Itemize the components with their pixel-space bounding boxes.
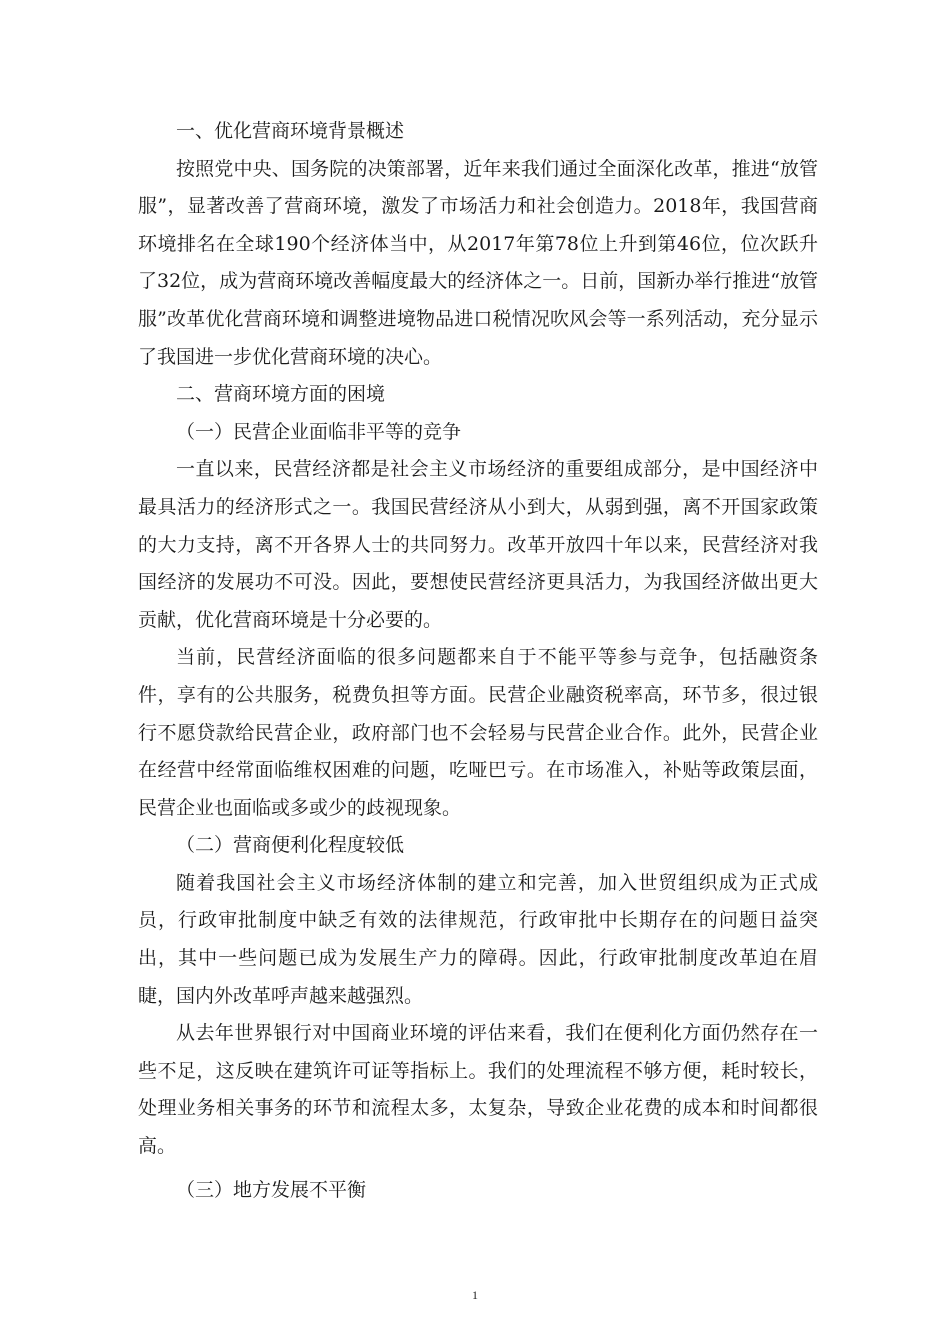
page-number: 1 bbox=[472, 1288, 478, 1302]
body-paragraph: 从去年世界银行对中国商业环境的评估来看，我们在便利化方面仍然存在一些不足，这反映在建筑许可证等指标上。我们的处理流程不够方便，耗时较长，处理业务相关事务的环节和流程太多，太复杂，导致企业花费的成本和时间都很高。 bbox=[138, 1022, 818, 1158]
section-heading: 一、优化营商环境背景概述 bbox=[176, 120, 405, 142]
body-paragraph: 随着我国社会主义市场经济体制的建立和完善，加入世贸组织成为正式成员，行政审批制度中缺乏有效的法律规范，行政审批中长期存在的问题日益突出，其中一些问题已成为发展生产力的障碍。因此，行政审批制度改革迫在眉睫，国内外改革呼声越来越强烈。 bbox=[138, 871, 818, 1007]
body-paragraph: 一直以来，民营经济都是社会主义市场经济的重要组成部分，是中国经济中最具活力的经济形式之一。我国民营经济从小到大，从弱到强，离不开国家政策的大力支持，离不开各界人士的共同努力。改革开放四十年以来，民营经济对我国经济的发展功不可没。因此，要想使民营经济更具活力，为我国经济做出更大贡献，优化营商环境是十分必要的。 bbox=[138, 458, 818, 631]
body-paragraph: 按照党中央、国务院的决策部署，近年来我们通过全面深化改革，推进“放管服”，显著改善了营商环境，激发了市场活力和社会创造力。2018年，我国营商环境排名在全球190个经济体当中，从2017年第78位上升到第46位，位次跃升了32位，成为营商环境改善幅度最大的经济体之一。日前，国新办举行推进“放管服”改革优化营商环境和调整进境物品进口税情况吹风会等一系列活动，充分显示了我国进一步优化营商环境的决心。 bbox=[138, 157, 818, 368]
subsection-heading: （一）民营企业面临非平等的竞争 bbox=[176, 420, 462, 443]
subsection-heading: （二）营商便利化程度较低 bbox=[176, 834, 405, 857]
body-paragraph: 当前，民营经济面临的很多问题都来自于不能平等参与竞争，包括融资条件，享有的公共服务，税费负担等方面。民营企业融资税率高，环节多，很过银行不愿贷款给民营企业，政府部门也不会轻易与民营企业合作。此外，民营企业在经营中经常面临维权困难的问题，吃哑巴亏。在市场准入，补贴等政策层面，民营企业也面临或多或少的歧视现象。 bbox=[138, 646, 818, 819]
section-heading: 二、营商环境方面的困境 bbox=[176, 383, 386, 406]
subsection-heading: （三）地方发展不平衡 bbox=[176, 1178, 367, 1201]
document-body bbox=[138, 113, 818, 1209]
